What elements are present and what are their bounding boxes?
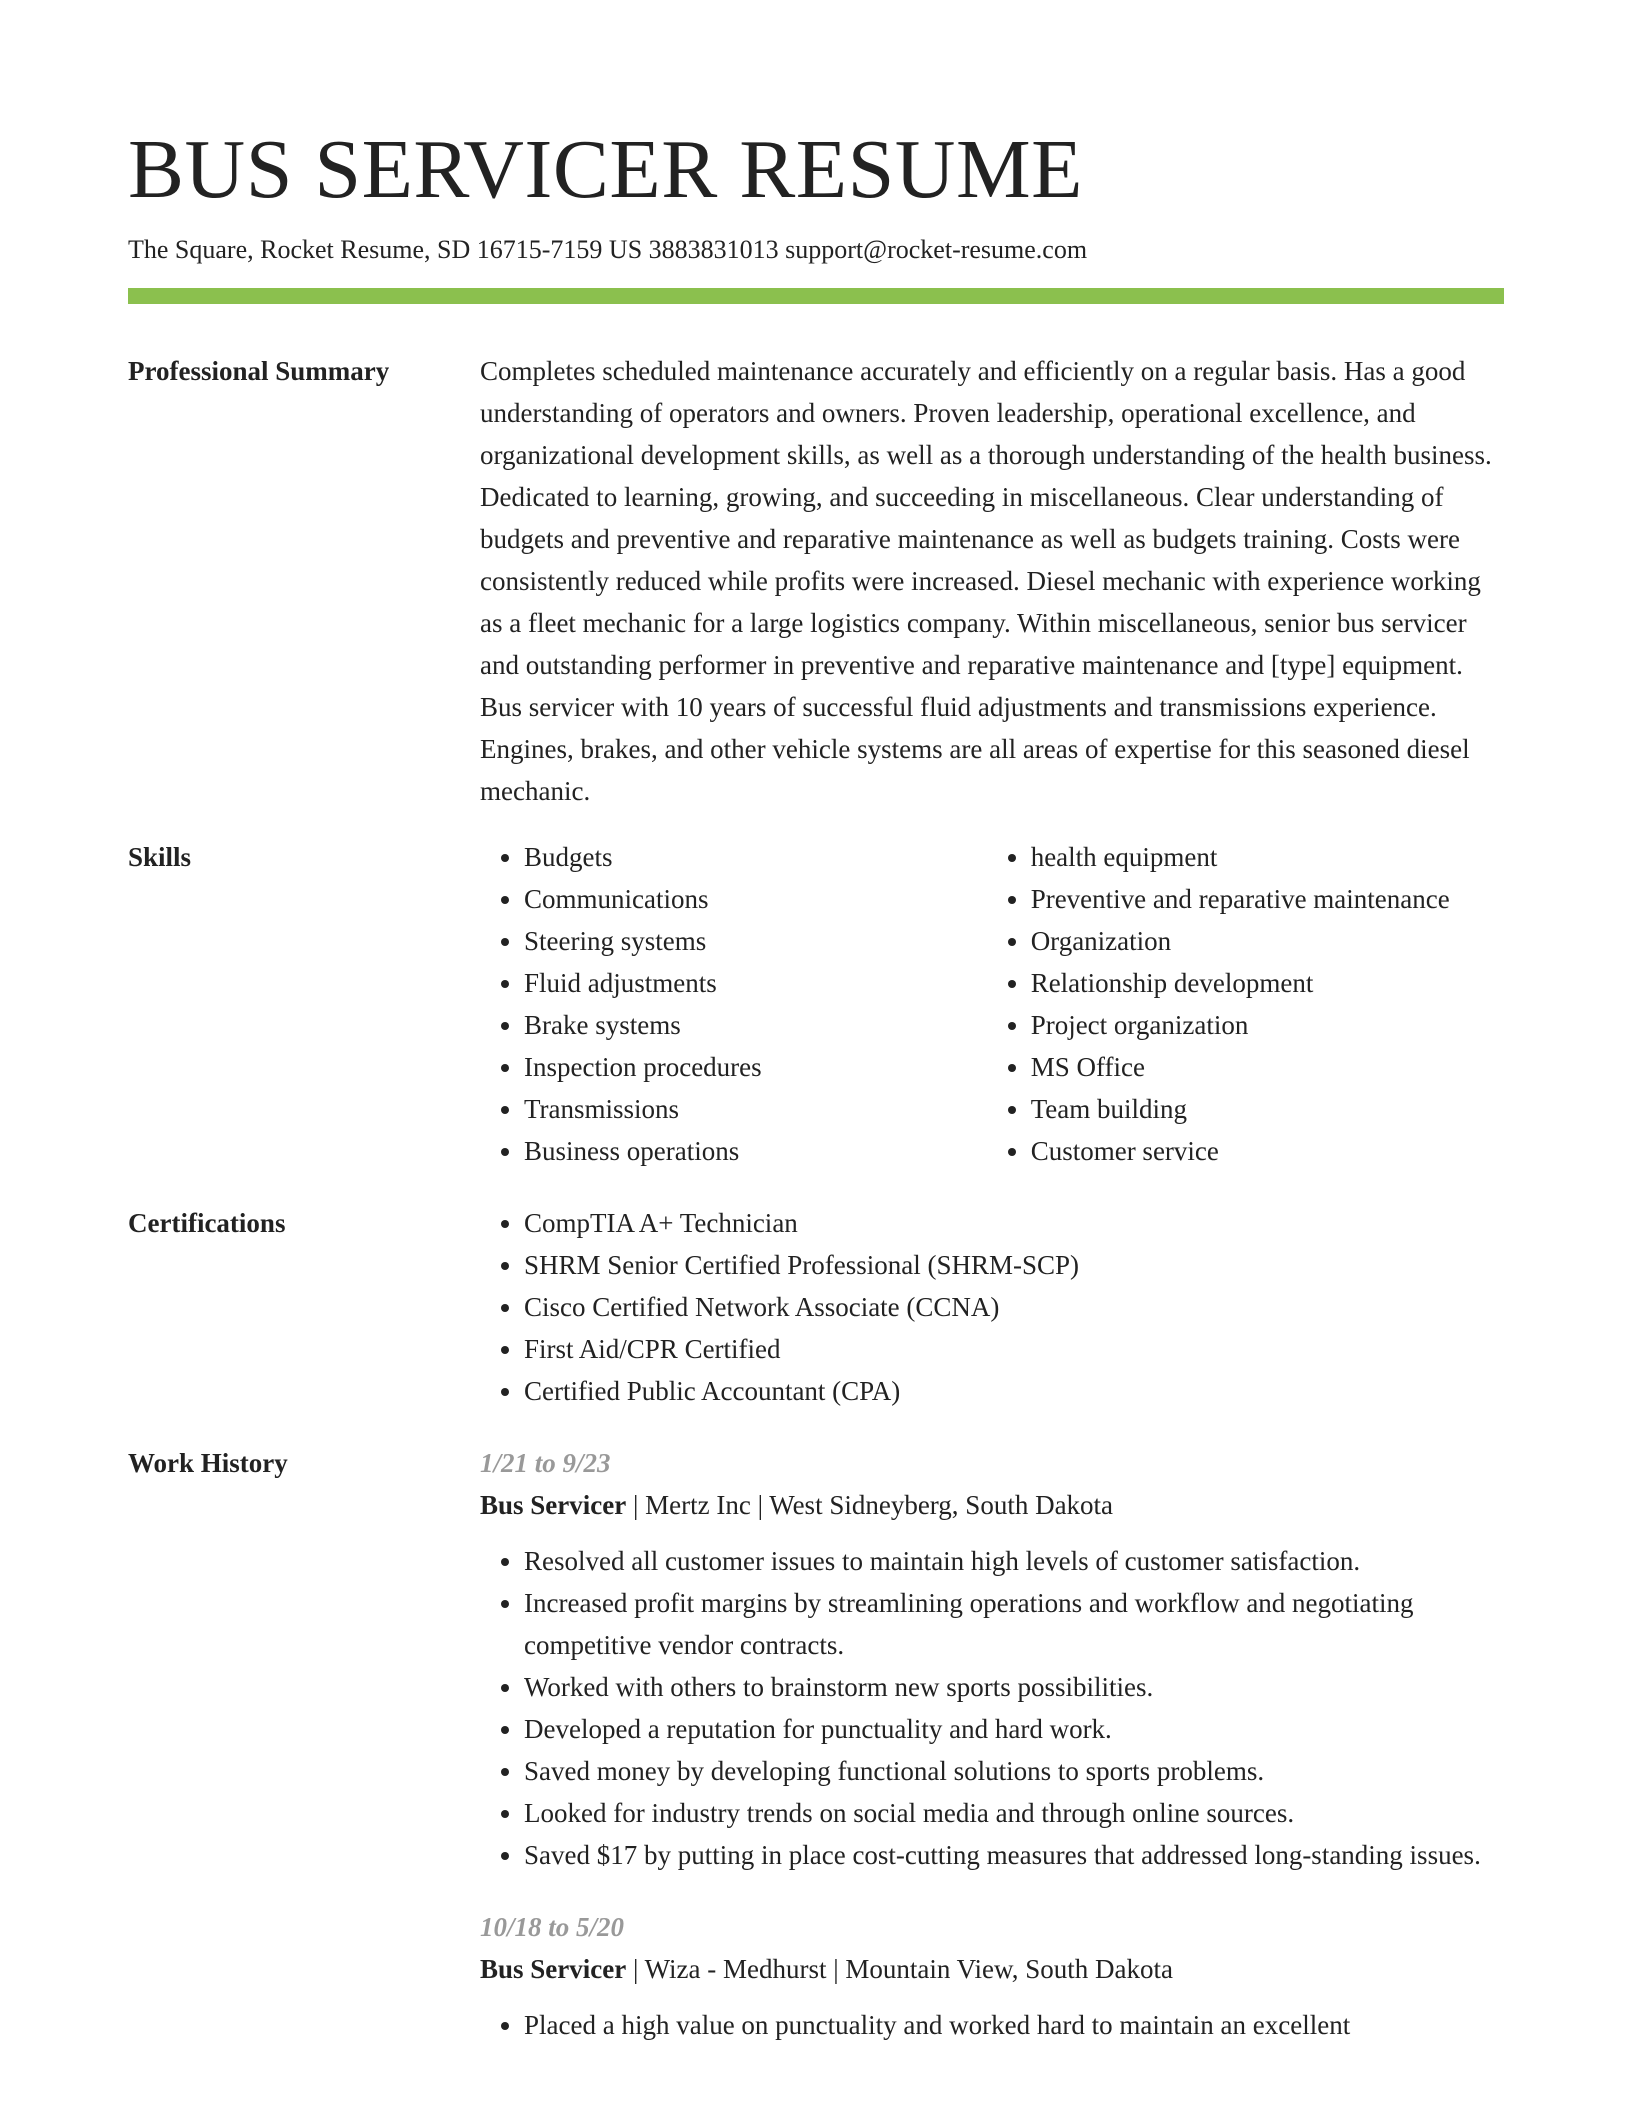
skill-item: • Transmissions — [524, 1088, 943, 1130]
contact-line: The Square, Rocket Resume, SD 16715-7159 US 3883831013 support@rocket-resume.com — [128, 235, 1088, 264]
job-header — [480, 1948, 1504, 1990]
skill-item: • Budgets — [524, 836, 943, 878]
resume-title: BUS SERVICER RESUME — [128, 123, 1083, 216]
skill-item: • Project organization — [1031, 1004, 1504, 1046]
skill-item: • Preventive and reparative maintenance — [1031, 878, 1504, 920]
summary-heading: Professional Summary — [128, 356, 390, 386]
job-bullet: • Looked for industry trends on social media and through online sources. — [524, 1792, 1504, 1834]
resume-page — [128, 120, 1504, 2046]
certifications-list — [480, 1202, 1504, 1412]
job-details: | Mertz Inc | West Sidneyberg, South Dakota — [626, 1490, 1114, 1520]
certification-item: • Certified Public Accountant (CPA) — [524, 1370, 1504, 1412]
job-dates: 10/18 to 5/20 — [480, 1912, 625, 1942]
job-entry — [480, 1442, 1504, 1876]
summary-text: Completes scheduled maintenance accurately and efficiently on a regular basis. Has a good understanding of operators and owners. Proven leadership, operational excellence, and organizational development skills, as well as a thorough understanding of the health business. Dedicated to learning, growing, and succeeding in miscellaneous. Clear understanding of budgets and preventive and reparative maintenance as well as budgets training. Costs were consistently reduced while profits were increased. Diesel mechanic with experience working as a fleet mechanic for a large logistics company. Within miscellaneous, senior bus servicer and outstanding performer in preventive and reparative maintenance and [type] equipment. Bus servicer with 10 years of successful fluid adjustments and transmissions experience. Engines, brakes, and other vehicle systems are all areas of expertise for this seasoned diesel mechanic. — [480, 356, 1492, 806]
certification-item: • First Aid/CPR Certified — [524, 1328, 1504, 1370]
summary-section — [128, 350, 1504, 812]
skill-item: • Steering systems — [524, 920, 943, 962]
job-bullets — [480, 1540, 1504, 1876]
job-bullets — [480, 2004, 1504, 2046]
job-bullet: • Placed a high value on punctuality and worked hard to maintain an excellent — [524, 2004, 1504, 2046]
job-bullet: • Increased profit margins by streamlining operations and workflow and negotiating competitive vendor contracts. — [524, 1582, 1504, 1666]
skills-list-left — [480, 836, 943, 1172]
skill-item: • Fluid adjustments — [524, 962, 943, 1004]
job-title: Bus Servicer — [480, 1954, 627, 1984]
skill-item: • Team building — [1031, 1088, 1504, 1130]
skills-section — [128, 836, 1504, 1172]
job-bullet: • Resolved all customer issues to maintain high levels of customer satisfaction. — [524, 1540, 1504, 1582]
skill-item: • Organization — [1031, 920, 1504, 962]
skill-item: • Relationship development — [1031, 962, 1504, 1004]
skill-item: • MS Office — [1031, 1046, 1504, 1088]
skills-list-right — [987, 836, 1504, 1172]
work-history-section — [128, 1442, 1504, 2046]
job-details: | Wiza - Medhurst | Mountain View, South Dakota — [626, 1954, 1174, 1984]
skill-item: • Communications — [524, 878, 943, 920]
job-bullet: • Saved $17 by putting in place cost-cutting measures that addressed long-standing issues. — [524, 1834, 1504, 1876]
job-dates: 1/21 to 9/23 — [480, 1448, 611, 1478]
skill-item: • Inspection procedures — [524, 1046, 943, 1088]
job-title: Bus Servicer — [480, 1490, 627, 1520]
certifications-heading: Certifications — [128, 1208, 286, 1238]
skill-item: • Customer service — [1031, 1130, 1504, 1172]
certification-item: • CompTIA A+ Technician — [524, 1202, 1504, 1244]
job-entry — [480, 1906, 1504, 2046]
job-bullet: • Developed a reputation for punctuality and hard work. — [524, 1708, 1504, 1750]
job-header — [480, 1484, 1504, 1526]
work-history-heading: Work History — [128, 1448, 288, 1478]
job-bullet: • Saved money by developing functional solutions to sports problems. — [524, 1750, 1504, 1792]
skill-item: • health equipment — [1031, 836, 1504, 878]
job-bullet: • Worked with others to brainstorm new sports possibilities. — [524, 1666, 1504, 1708]
certifications-section — [128, 1202, 1504, 1412]
certification-item: • Cisco Certified Network Associate (CCNA) — [524, 1286, 1504, 1328]
skills-heading: Skills — [128, 842, 192, 872]
skill-item: • Business operations — [524, 1130, 943, 1172]
certification-item: • SHRM Senior Certified Professional (SHRM-SCP) — [524, 1244, 1504, 1286]
skill-item: • Brake systems — [524, 1004, 943, 1046]
accent-divider — [128, 288, 1504, 304]
